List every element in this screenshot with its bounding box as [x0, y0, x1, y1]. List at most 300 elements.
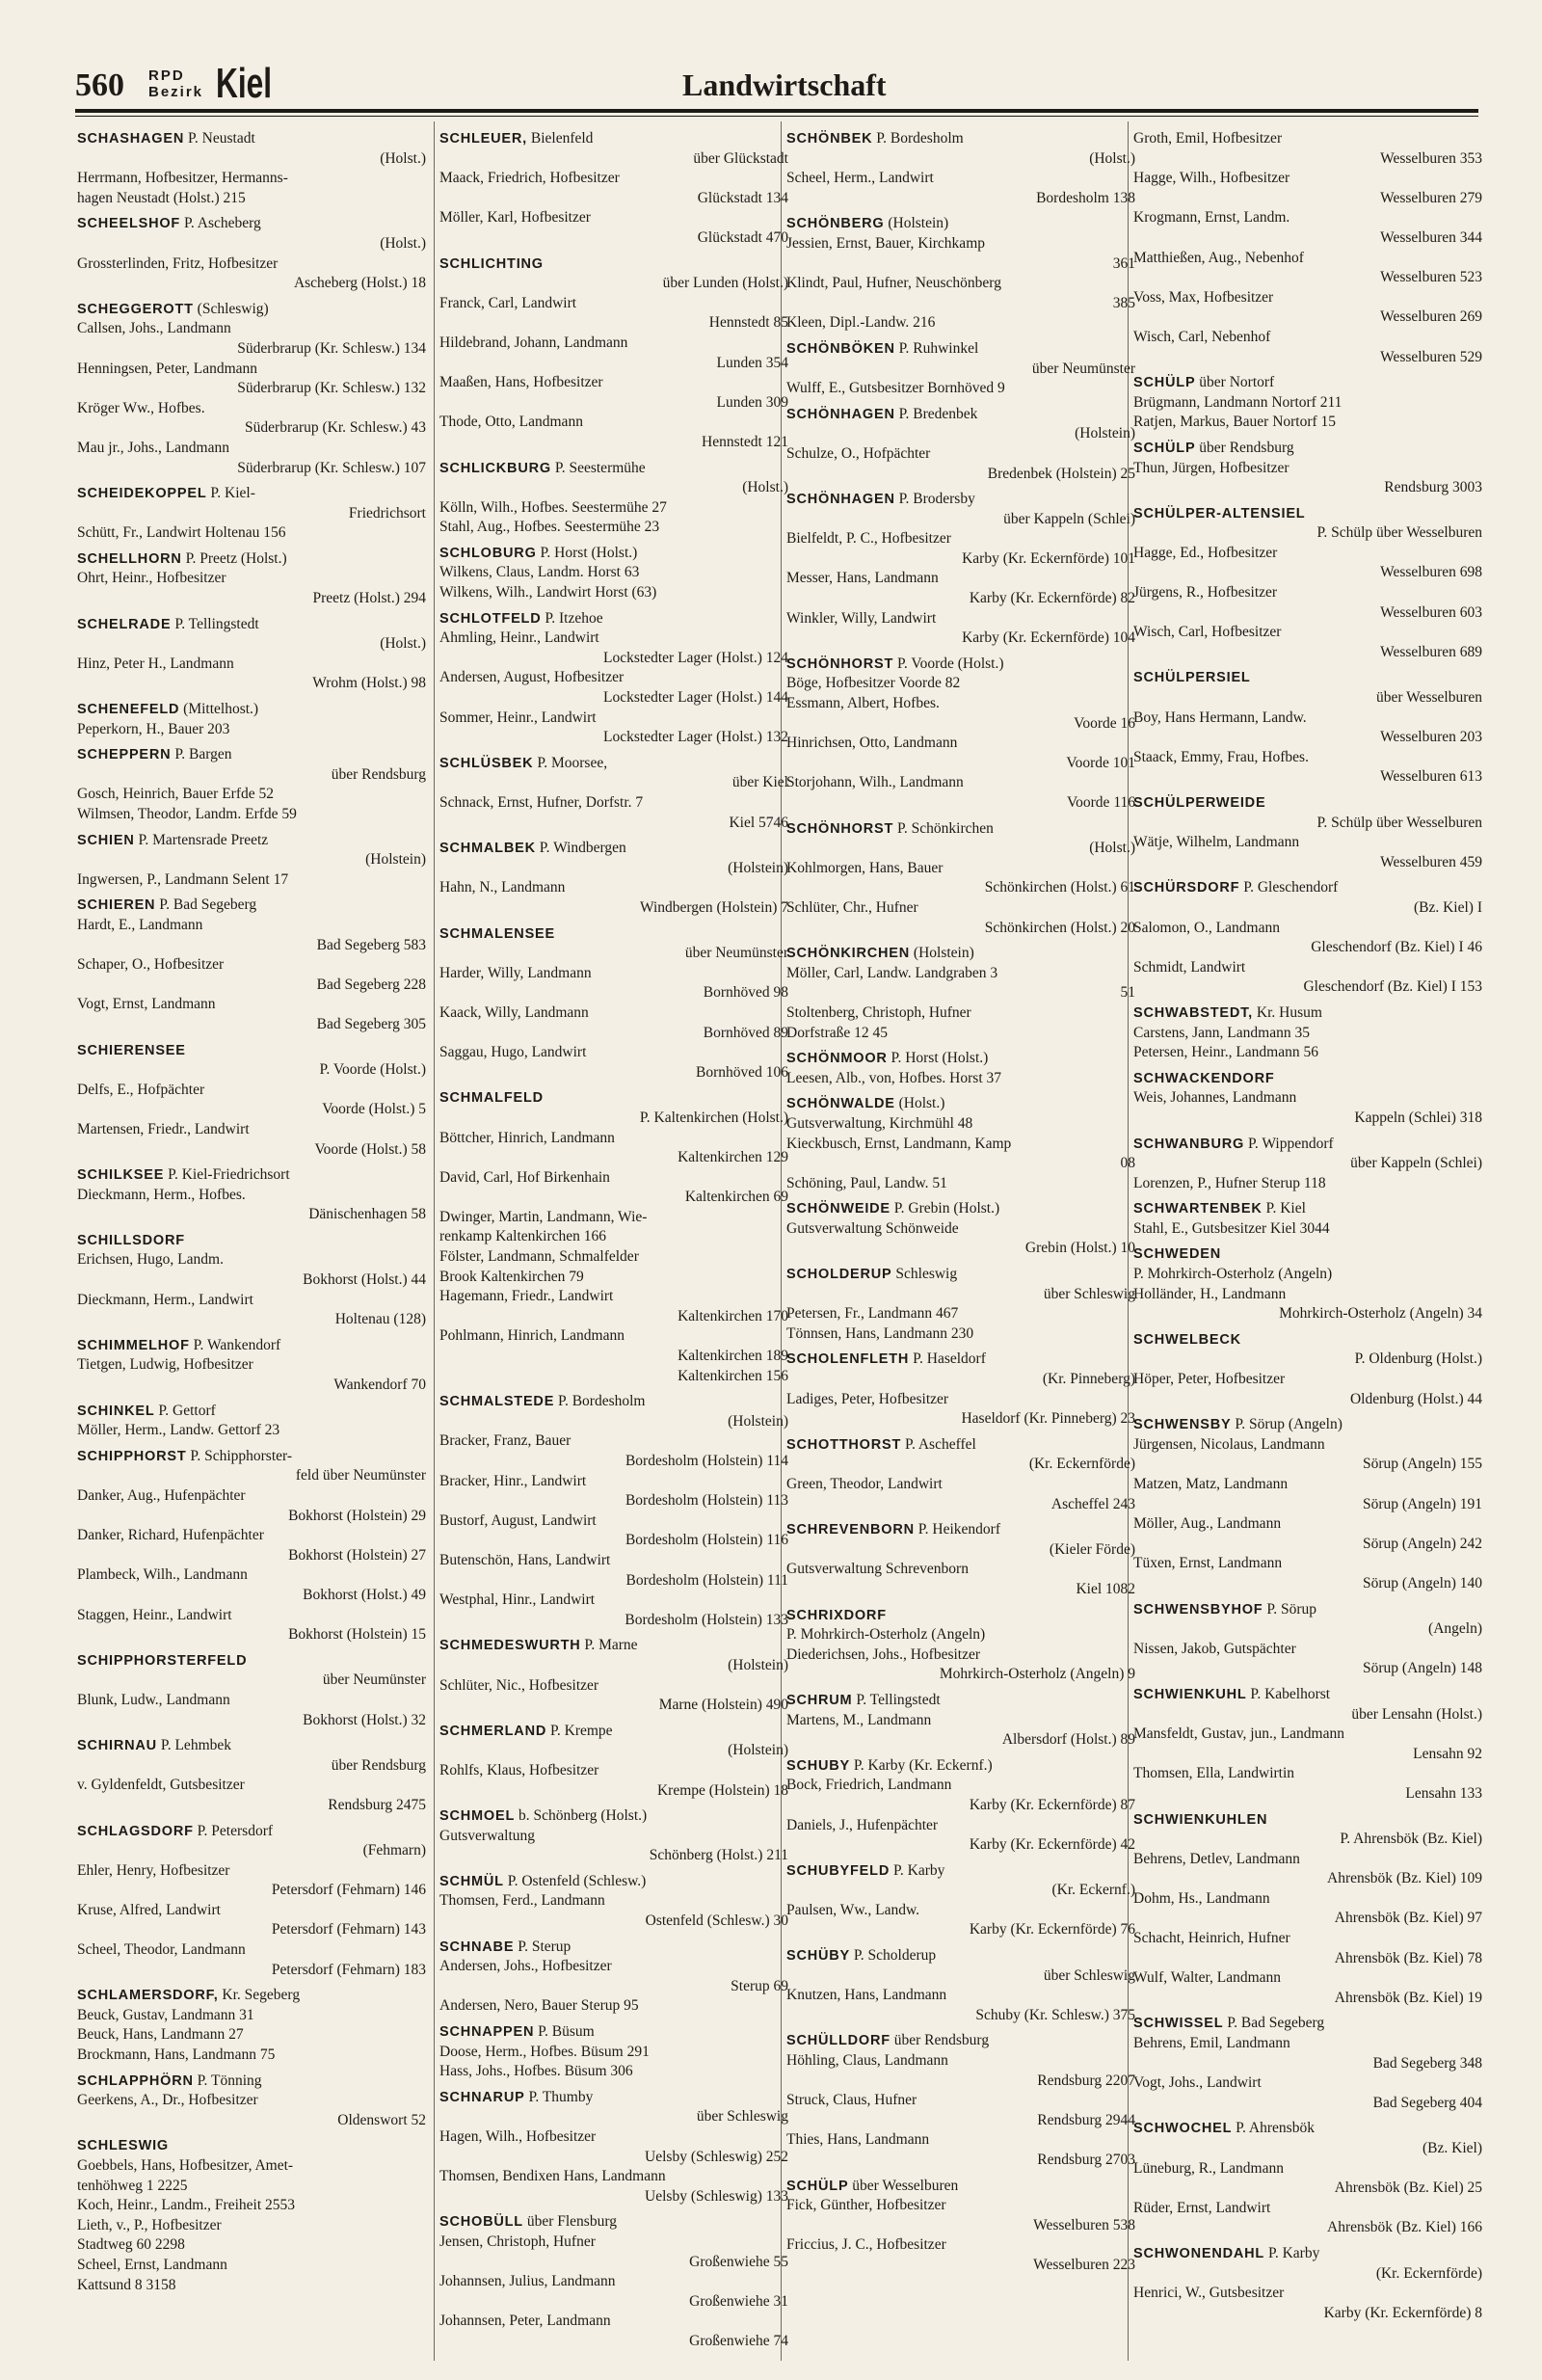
entry-line: Windbergen (Holstein) 7 [639, 898, 788, 916]
entry-line: (Angeln) [1428, 1620, 1482, 1638]
place-name: SCHLESWIG [77, 2138, 170, 2154]
entry-line: (Bz. Kiel) [1422, 2140, 1482, 2156]
entry-line: Hinz, Peter H., Landmann [77, 655, 234, 672]
entry-line: Matzen, Matz, Landmann [1133, 1476, 1289, 1492]
entry-line: Großenwiehe 31 [689, 2292, 788, 2310]
place-entry [77, 1736, 426, 1815]
entry-line: Jürgensen, Nicolaus, Landmann [1133, 1435, 1325, 1453]
entry-line: Sörup (Angeln) 191 [1363, 1495, 1482, 1512]
place-entry [1133, 2014, 1482, 2113]
entry-line: Ascheberg (Holst.) 18 [293, 275, 426, 292]
entry-line: Bad Segeberg 583 [316, 936, 426, 953]
place-heading [439, 1636, 788, 1656]
place-postal: P. Tellingstedt [174, 615, 259, 632]
place-heading [77, 2072, 426, 2092]
entry-line: Bordesholm (Holstein) 113 [625, 1492, 788, 1510]
entry-line: Schönberg (Holst.) 211 [649, 1847, 788, 1864]
entry-line: Petersen, Fr., Landmann 467 [786, 1305, 959, 1323]
place-entry [439, 924, 788, 1083]
place-heading [786, 1606, 1135, 1626]
entry-line: Beuck, Gustav, Landmann 31 [77, 2006, 254, 2023]
entry-line: Ingwersen, P., Landmann Selent 17 [77, 870, 289, 888]
place-name: SCHWEDEN [1133, 1246, 1221, 1263]
place-entry [77, 549, 426, 609]
place-entry [786, 1946, 1135, 2025]
entry-line: Glückstadt 470 [697, 228, 788, 246]
place-entry [439, 1392, 788, 1630]
place-postal: Kr. Husum [1256, 1003, 1322, 1021]
header-rule [75, 109, 1478, 113]
entry-line: Lunden 309 [716, 393, 788, 411]
entry-line: Marne (Holstein) 490 [658, 1697, 788, 1714]
entry-line: Petersdorf (Fehmarn) 146 [271, 1882, 426, 1899]
entry-line: Bock, Friedrich, Landmann [786, 1777, 952, 1794]
place-name: SCHELLHORN [77, 550, 182, 567]
entry-line: über Kappeln (Schlei) [1003, 510, 1135, 527]
entry-line: Brügmann, Landmann Nortorf 211 [1133, 393, 1343, 411]
entry-line: Möller, Karl, Hofbesitzer [439, 209, 591, 227]
entry-line: Kaltenkirchen 156 [678, 1367, 788, 1384]
entry-line: Bad Segeberg 228 [316, 976, 426, 993]
entry-line: Kaltenkirchen 170 [678, 1307, 788, 1324]
place-entry [1133, 373, 1482, 433]
place-entry [77, 214, 426, 293]
place-name: SCHMALBEK [439, 841, 536, 857]
place-postal: P. Itzehoe [545, 609, 603, 627]
place-heading [786, 944, 1135, 964]
place-postal: P. Karby [892, 1861, 945, 1879]
entry-line: Wesselburen 203 [1380, 729, 1482, 746]
entry-line: Weis, Johannes, Landmann [1133, 1089, 1297, 1107]
place-name: SCHEGGEROTT [77, 301, 194, 317]
entry-line: Vogt, Johs., Landwirt [1133, 2074, 1262, 2092]
place-postal: P. Scholderup [853, 1947, 937, 1965]
place-postal: P. Ahrensbök [1236, 2120, 1315, 2137]
place-entry [786, 1520, 1135, 1599]
place-entry [77, 300, 426, 478]
place-entry [439, 459, 788, 538]
place-postal: P. Wippendorf [1248, 1135, 1334, 1152]
place-heading [77, 1651, 426, 1671]
directory-column-4 [1133, 123, 1482, 2369]
entry-line: Gutsverwaltung Schönweide [786, 1219, 959, 1237]
place-heading [786, 1691, 1135, 1711]
place-heading [439, 1872, 788, 1892]
place-entry [786, 214, 1135, 334]
entry-line: P. Voorde (Holst.) [319, 1061, 426, 1079]
entry-line: Ahrensbök (Bz. Kiel) 109 [1327, 1870, 1482, 1887]
entry-line: Voorde (Holst.) 58 [314, 1140, 426, 1158]
entry-line: Rendsburg 2944 [1037, 2111, 1135, 2128]
entry-line: Mau jr., Johs., Landmann [77, 439, 229, 456]
place-heading [1133, 2119, 1482, 2139]
place-postal: Schleswig [895, 1266, 958, 1283]
entry-line: über Schleswig [696, 2108, 788, 2126]
entry-line: (Holst.) [380, 149, 426, 167]
entry-line: Ohrt, Heinr., Hofbesitzer [77, 570, 226, 587]
place-entry [77, 1651, 426, 1730]
entry-line: Schuby (Kr. Schlesw.) 375 [975, 2006, 1135, 2023]
entry-line: 385 [1112, 294, 1135, 311]
place-entry [77, 1041, 426, 1161]
entry-line: Friccius, J. C., Hofbesitzer [786, 2236, 946, 2254]
entry-line: Thode, Otto, Landmann [439, 414, 583, 431]
place-heading [77, 1822, 426, 1842]
directory-column-2 [439, 123, 788, 2369]
entry-line: Kleen, Dipl.-Landw. 216 [786, 314, 936, 332]
place-postal: P. Ruhwinkel [898, 339, 979, 357]
place-name: SCHIMMELHOF [77, 1337, 190, 1353]
entry-line: Gutsverwaltung, Kirchmühl 48 [786, 1114, 973, 1132]
entry-line: Staggen, Heinr., Landwirt [77, 1606, 232, 1623]
place-postal: P. Ascheffel [905, 1435, 976, 1453]
place-entry [77, 1336, 426, 1396]
entry-line: Wesselburen 603 [1380, 603, 1482, 621]
place-heading [77, 300, 426, 320]
place-postal: über Nortorf [1199, 374, 1275, 391]
place-name: SCHLAMERSDORF, [77, 1988, 219, 2004]
place-heading [786, 1756, 1135, 1777]
entry-line: Ehler, Henry, Hofbesitzer [77, 1861, 230, 1879]
place-heading [439, 544, 788, 564]
section-title: Landwirtschaft [682, 67, 887, 102]
entry-line: Wesselburen 613 [1380, 768, 1482, 786]
place-name: SCHASHAGEN [77, 131, 185, 147]
entry-line: über Rendsburg [331, 765, 426, 783]
entry-line: Schaper, O., Hofbesitzer [77, 956, 225, 974]
entry-line: über Wesselburen [1376, 689, 1482, 707]
entry-line: Behrens, Emil, Landmann [1133, 2035, 1290, 2052]
entry-line: Rohlfs, Klaus, Hofbesitzer [439, 1761, 599, 1778]
place-entry [77, 1402, 426, 1441]
entry-line: Gutsverwaltung [439, 1827, 536, 1844]
entry-line: Petersdorf (Fehmarn) 183 [271, 1961, 426, 1978]
place-entry [1133, 2119, 1482, 2238]
place-entry [1133, 129, 1482, 367]
entry-line: Stahl, E., Gutsbesitzer Kiel 3044 [1133, 1219, 1330, 1237]
place-entry [786, 1691, 1135, 1751]
place-name: SCHÖNBEK [786, 131, 873, 147]
entry-line: (Holstein) [1075, 425, 1135, 442]
entry-line: Uelsby (Schleswig) 133 [645, 2187, 788, 2205]
entry-line: Bordesholm (Holstein) 133 [625, 1611, 788, 1628]
entry-line: Wesselburen 279 [1380, 189, 1482, 206]
entry-line: Bad Segeberg 404 [1372, 2094, 1482, 2111]
entry-line: Thomsen, Bendixen Hans, Landmann [439, 2168, 666, 2185]
place-name: SCHÜLP [786, 2178, 849, 2194]
place-heading [1133, 878, 1482, 898]
entry-line: Böttcher, Hinrich, Landmann [439, 1129, 615, 1146]
entry-line: Groth, Emil, Hofbesitzer [1133, 130, 1283, 147]
entry-line: Böge, Hofbesitzer Voorde 82 [786, 675, 961, 692]
place-entry [1133, 1244, 1482, 1324]
entry-line: Sörup (Angeln) 242 [1363, 1535, 1482, 1552]
place-heading [1133, 1199, 1482, 1219]
place-postal: P. Kiel-Friedrichsort [168, 1166, 290, 1184]
place-name: SCHWELBECK [1133, 1331, 1241, 1348]
entry-line: Süderbrarup (Kr. Schlesw.) 43 [245, 419, 426, 437]
place-heading [1133, 2014, 1482, 2034]
place-name: SCHWACKENDORF [1133, 1070, 1275, 1086]
place-name: SCHMOEL [439, 1808, 516, 1825]
place-entry [786, 490, 1135, 649]
place-heading [77, 831, 426, 851]
place-postal: P. Moorsee, [537, 754, 608, 771]
entry-line: Petersen, Heinr., Landmann 56 [1133, 1044, 1318, 1061]
entry-line: P. Kaltenkirchen (Holst.) [639, 1109, 788, 1126]
place-entry [439, 1088, 788, 1386]
entry-line: Danker, Richard, Hufenpächter [77, 1527, 264, 1544]
entry-line: Rendsburg 2207 [1037, 2072, 1135, 2089]
place-heading [439, 2212, 788, 2233]
entry-line: Schmidt, Landwirt [1133, 958, 1246, 976]
entry-line: Großenwiehe 74 [689, 2332, 788, 2349]
place-postal: P. Ostenfeld (Schlesw.) [507, 1872, 647, 1889]
place-postal: P. Heikendorf [917, 1521, 1000, 1538]
place-name: SCHÖNKIRCHEN [786, 946, 911, 962]
place-entry [77, 1165, 426, 1225]
entry-line: Wesselburen 529 [1380, 348, 1482, 365]
place-postal: P. Marne [584, 1637, 638, 1654]
entry-line: tenhöhweg 1 2225 [77, 2177, 188, 2194]
entry-line: Bordesholm 138 [1036, 189, 1135, 206]
place-name: SCHÜBY [786, 1948, 851, 1965]
place-name: SCHOTTHORST [786, 1436, 902, 1453]
place-postal: Kr. Segeberg [222, 1987, 301, 2004]
place-postal: P. Sörup [1266, 1600, 1317, 1618]
place-name: SCHIEREN [77, 897, 156, 914]
entry-line: Wesselburen 344 [1380, 228, 1482, 246]
entry-line: Essmann, Albert, Hofbes. [786, 695, 940, 712]
entry-line: Andersen, August, Hofbesitzer [439, 669, 625, 686]
entry-line: Jessien, Ernst, Bauer, Kirchkamp [786, 234, 985, 252]
entry-line: (Holstein) [365, 851, 426, 869]
place-postal: P. Bad Segeberg [159, 896, 257, 914]
entry-line: David, Carl, Hof Birkenhain [439, 1168, 610, 1186]
entry-line: Bracker, Franz, Bauer [439, 1432, 572, 1450]
entry-line: Bokhorst (Holstein) 15 [288, 1626, 426, 1644]
place-postal: P. Sterup [518, 1938, 572, 1955]
place-entry [1133, 504, 1482, 663]
place-name: SCHÜLP [1133, 440, 1196, 456]
place-heading [786, 1435, 1135, 1456]
entry-line: Diederichsen, Johs., Hofbesitzer [786, 1645, 981, 1663]
entry-line: über Lensahn (Holst.) [1351, 1705, 1482, 1723]
entry-line: Tietgen, Ludwig, Hofbesitzer [77, 1356, 253, 1374]
entry-line: Doose, Herm., Hofbes. Büsum 291 [439, 2043, 650, 2060]
entry-line: Voorde (Holst.) 5 [322, 1101, 426, 1118]
place-name: SCHÖNHORST [786, 820, 894, 837]
place-postal: (Mittelhost.) [183, 701, 259, 718]
entry-line: Rendsburg 3003 [1384, 479, 1482, 496]
place-name: SCHÖNHAGEN [786, 406, 895, 422]
place-heading [77, 1041, 426, 1061]
place-name: SCHÖNBÖKEN [786, 340, 895, 357]
place-entry [439, 754, 788, 833]
entry-line: Wesselburen 223 [1033, 2256, 1135, 2273]
entry-line: feld über Neumünster [295, 1467, 426, 1484]
place-entry [77, 896, 426, 1034]
place-heading [439, 839, 788, 859]
entry-line: Holländer, H., Landmann [1133, 1285, 1287, 1302]
place-entry [1133, 1135, 1482, 1194]
entry-line: Wesselburen 353 [1380, 149, 1482, 167]
place-name: SCHREVENBORN [786, 1522, 915, 1538]
rpd-abbrev: RPD [148, 67, 185, 84]
place-entry [786, 1435, 1135, 1514]
entry-line: Mohrkirch-Osterholz (Angeln) 9 [939, 1666, 1135, 1683]
place-entry [1133, 439, 1482, 498]
entry-line: Bordesholm (Holstein) 116 [625, 1532, 788, 1549]
entry-line: über Neumünster [322, 1671, 426, 1689]
place-name: SCHIRNAU [77, 1738, 157, 1754]
entry-line: Wisch, Carl, Nebenhof [1133, 328, 1271, 345]
entry-line: Dorfstraße 12 45 [786, 1024, 889, 1041]
entry-line: Delfs, E., Hofpächter [77, 1081, 205, 1098]
entry-line: Andersen, Johs., Hofbesitzer [439, 1958, 612, 1975]
entry-line: (Holstein) [728, 859, 788, 876]
place-name: SCHMALFELD [439, 1090, 544, 1107]
place-heading [786, 129, 1135, 149]
place-postal: P. Wankendorf [193, 1336, 281, 1353]
entry-line: Callsen, Johs., Landmann [77, 320, 231, 337]
entry-line: Kröger Ww., Hofbes. [77, 399, 205, 416]
place-name: SCHLICHTING [439, 255, 544, 272]
entry-line: Saggau, Hugo, Landwirt [439, 1044, 587, 1061]
place-postal: b. Schönberg (Holst.) [518, 1807, 648, 1825]
entry-line: Jürgens, R., Hofbesitzer [1133, 584, 1278, 602]
entry-line: Koch, Heinr., Landm., Freiheit 2553 [77, 2197, 295, 2214]
entry-line: Henrici, W., Gutsbesitzer [1133, 2285, 1285, 2302]
place-name: SCHLÜSBEK [439, 755, 534, 771]
place-postal: P. Karby [1267, 2244, 1320, 2261]
entry-line: Behrens, Detlev, Landmann [1133, 1850, 1300, 1867]
entry-line: Sörup (Angeln) 140 [1363, 1574, 1482, 1591]
entry-line: Ahrensbök (Bz. Kiel) 97 [1334, 1910, 1482, 1927]
header-rule-thin [75, 116, 1478, 117]
place-heading [77, 896, 426, 916]
place-postal: Bielenfeld [530, 130, 594, 147]
place-name: SCHWABSTEDT, [1133, 1004, 1253, 1021]
place-postal: P. Thumby [528, 2088, 594, 2105]
place-heading [1133, 1330, 1482, 1350]
entry-line: Möller, Herm., Landw. Gettorf 23 [77, 1422, 280, 1439]
entry-line: Sterup 69 [731, 1977, 788, 1994]
place-postal: P. Büsum [538, 2023, 595, 2041]
entry-line: Höper, Peter, Hofbesitzer [1133, 1371, 1286, 1388]
entry-line: (Kr. Eckernf.) [1051, 1882, 1135, 1899]
entry-line: Erichsen, Hugo, Landm. [77, 1251, 224, 1269]
entry-line: Bornhöved 98 [703, 984, 788, 1002]
entry-line: Krogmann, Ernst, Landm. [1133, 209, 1290, 227]
entry-line: Herrmann, Hofbesitzer, Hermanns- [77, 170, 288, 187]
place-heading [77, 615, 426, 635]
entry-line: Wilkens, Claus, Landm. Horst 63 [439, 564, 640, 581]
entry-line: Thomsen, Ella, Landwirtin [1133, 1765, 1295, 1782]
entry-line: Kohlmorgen, Hans, Bauer [786, 859, 944, 876]
entry-line: Karby (Kr. Eckernförde) 42 [969, 1836, 1135, 1854]
place-entry [77, 1986, 426, 2065]
place-postal: P. Schönkirchen [897, 819, 994, 837]
place-heading [77, 2136, 426, 2156]
place-heading [77, 1986, 426, 2006]
entry-line: Brockmann, Hans, Landmann 75 [77, 2046, 276, 2064]
entry-line: Wisch, Carl, Hofbesitzer [1133, 624, 1282, 641]
place-heading [1133, 1244, 1482, 1265]
place-heading [786, 1520, 1135, 1540]
place-name: SCHMALENSEE [439, 925, 555, 942]
place-entry [77, 700, 426, 739]
entry-line: Johannsen, Peter, Landmann [439, 2313, 611, 2330]
place-entry [1133, 1003, 1482, 1063]
entry-line: Lunden 354 [716, 354, 788, 371]
entry-line: Winkler, Willy, Landwirt [786, 609, 937, 627]
place-heading [77, 129, 426, 149]
entry-line: Ratjen, Markus, Bauer Nortorf 15 [1133, 414, 1337, 431]
entry-line: über Schleswig [1043, 1285, 1135, 1302]
rpd-label [148, 67, 203, 100]
place-name: SCHMERLAND [439, 1723, 547, 1739]
place-name: SCHLEUER, [439, 131, 527, 147]
place-postal: P. Windbergen [539, 840, 626, 857]
place-entry [786, 2177, 1135, 2276]
entry-line: Möller, Carl, Landw. Landgraben 3 [786, 964, 998, 981]
entry-line: Peperkorn, H., Bauer 203 [77, 720, 230, 737]
entry-line: Rendsburg 2703 [1037, 2152, 1135, 2168]
place-heading [439, 924, 788, 945]
entry-line: Martensen, Friedr., Landwirt [77, 1120, 250, 1137]
entry-line: Bustorf, August, Landwirt [439, 1511, 597, 1529]
place-heading [1133, 1415, 1482, 1435]
place-heading [786, 1946, 1135, 1966]
place-heading [786, 339, 1135, 360]
entry-line: Schütt, Fr., Landwirt Holtenau 156 [77, 524, 286, 542]
entry-line: Leesen, Alb., von, Hofbes. Horst 37 [786, 1069, 1001, 1086]
entry-line: Schöning, Paul, Landw. 51 [786, 1174, 947, 1191]
place-name: SCHLOTFELD [439, 610, 542, 627]
entry-line: Sörup (Angeln) 148 [1363, 1660, 1482, 1677]
entry-line: Nissen, Jakob, Gutspächter [1133, 1640, 1296, 1657]
entry-line: 361 [1112, 254, 1135, 272]
place-postal: P. Horst (Holst.) [540, 544, 638, 561]
place-name: SCHWISSEL [1133, 2016, 1224, 2032]
entry-line: Grebin (Holst.) 10 [1024, 1240, 1135, 1257]
entry-line: Hahn, N., Landmann [439, 879, 566, 896]
place-entry [77, 2136, 426, 2295]
entry-line: Andersen, Nero, Bauer Sterup 95 [439, 1997, 639, 2015]
place-postal: (Holstein) [888, 215, 949, 232]
entry-line: über Lunden (Holst.) [662, 275, 788, 292]
place-entry [77, 831, 426, 891]
entry-line: Haseldorf (Kr. Pinneberg) 23 [961, 1410, 1135, 1428]
entry-line: Goebbels, Hans, Hofbesitzer, Amet- [77, 2157, 294, 2174]
entry-line: Fölster, Landmann, Schmalfelder [439, 1248, 639, 1266]
entry-line: Rendsburg 2475 [328, 1796, 426, 1813]
entry-line: Bokhorst (Holstein) 29 [288, 1507, 426, 1524]
entry-line: Tüxen, Ernst, Landmann [1133, 1555, 1283, 1572]
entry-line: Bokhorst (Holstein) 27 [288, 1546, 426, 1564]
place-postal: P. Bredenbek [898, 405, 978, 422]
place-entry [439, 1872, 788, 1932]
place-entry [439, 2088, 788, 2207]
entry-line: Wankendorf 70 [333, 1377, 426, 1394]
place-name: SCHELRADE [77, 616, 172, 632]
entry-line: Hennstedt 85 [708, 314, 788, 332]
place-name: SCHÜLPER-ALTENSIEL [1133, 505, 1306, 521]
entry-line: Daniels, J., Hufenpächter [786, 1816, 939, 1833]
place-name: SCHRIXDORF [786, 1607, 887, 1623]
entry-line: Lorenzen, P., Hufner Sterup 118 [1133, 1174, 1326, 1191]
